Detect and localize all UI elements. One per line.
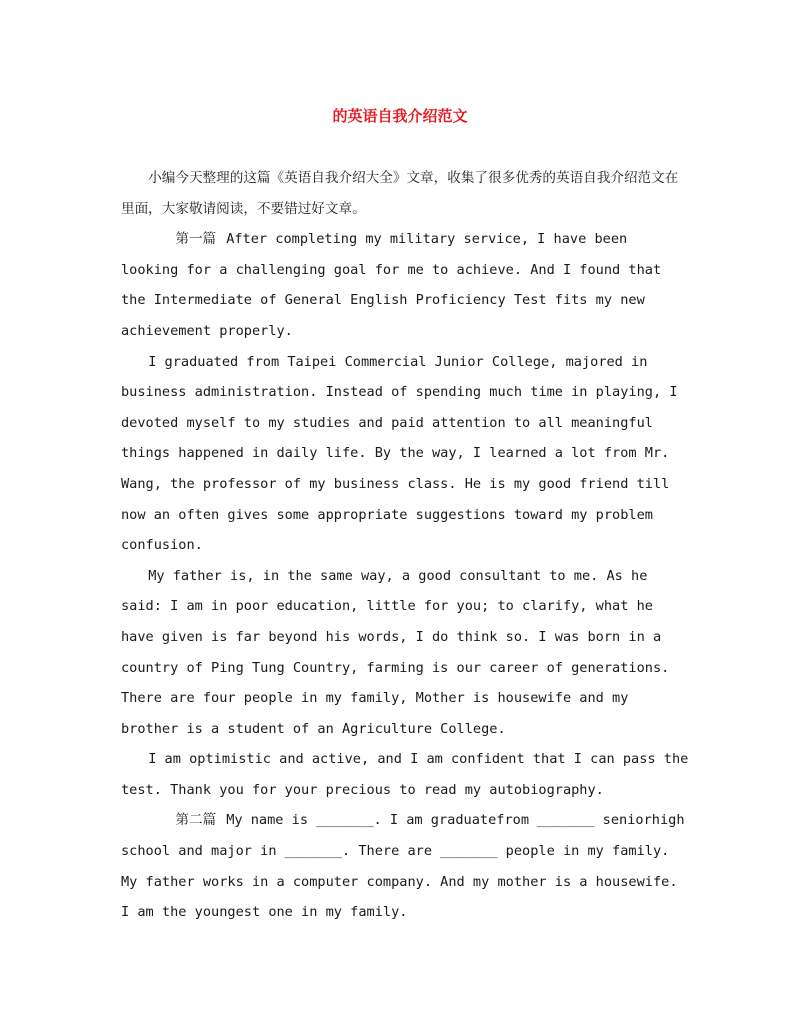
section2-paragraph-1-text: My name is _______. I am graduatefrom _______ seniorhigh school and major in _______. There are _______ people in my family. My father works in a computer company. And my mother is a housewife. I am the youngest one in my family. <box>121 812 685 921</box>
section2-label: 第二篇 <box>175 812 217 829</box>
section1-label: 第一篇 <box>175 231 217 248</box>
section1-paragraph-1-text: After completing my military service, I have been looking for a challenging goal for me to achieve. And I found that the Intermediate of General English Proficiency Test fits my new achievement properly. <box>121 231 662 339</box>
intro-paragraph: 小编今天整理的这篇《英语自我介绍大全》文章，收集了很多优秀的英语自我介绍范文在里面，大家敬请阅读，不要错过好文章。 <box>121 170 679 217</box>
section2-paragraph-1 <box>121 805 691 927</box>
document-title: 的英语自我介绍范文 <box>332 107 468 125</box>
section1-paragraph-3: My father is, in the same way, a good consultant to me. As he said: I am in poor education, little for you; to clarify, what he have given is far beyond his words, I do think so. I was born in a country of Ping Tung Country, farming is our career of generations. There are four people in my family, Mother is housewife and my brother is a student of an Agriculture College. <box>121 567 670 737</box>
section1-paragraph-2: I graduated from Taipei Commercial Junior College, majored in business administration. Instead of spending much time in playing, I devoted myself to my studies and paid attention to all meaningful things happened in daily life. By the way, I learned a lot from Mr. Wang, the professor of my business class. He is my good friend till now an often gives some appropriate suggestions toward my problem confusion. <box>121 353 678 554</box>
section1-paragraph-1 <box>121 224 691 346</box>
section1-paragraph-4: I am optimistic and active, and I am confident that I can pass the test. Thank you for your precious to read my autobiography. <box>121 751 689 798</box>
document-body <box>121 163 691 928</box>
